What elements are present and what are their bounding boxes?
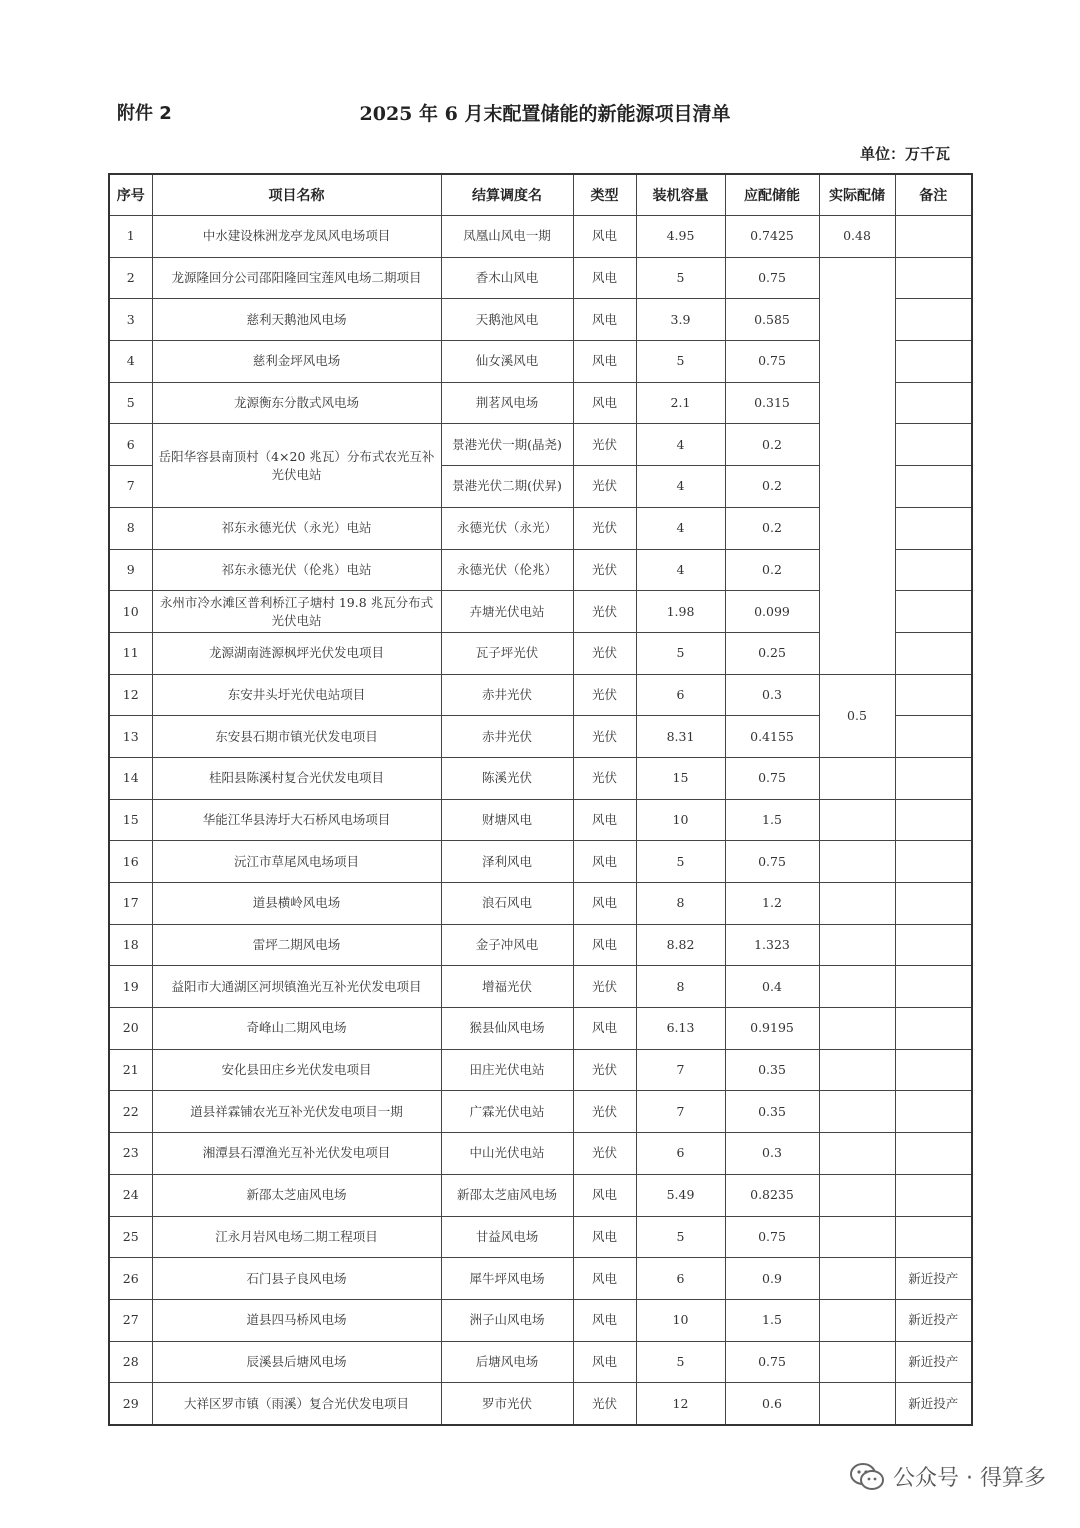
cell-type: 光伏 (573, 591, 636, 633)
cell-type: 光伏 (573, 466, 636, 508)
cell-remark (895, 716, 972, 758)
cell-actual (819, 1216, 895, 1258)
cell-name: 中水建设株洲龙亭龙凤风电场项目 (152, 216, 441, 258)
cell-dispatch: 荆茗风电场 (441, 382, 573, 424)
cell-name: 慈利天鹅池风电场 (152, 299, 441, 341)
cell-capacity: 6 (636, 1258, 725, 1300)
cell-dispatch: 增福光伏 (441, 966, 573, 1008)
cell-dispatch: 浪石风电 (441, 883, 573, 925)
cell-remark (895, 1216, 972, 1258)
table-row (109, 1383, 972, 1425)
cell-actual-merged: 0.5 (819, 674, 895, 757)
cell-type: 光伏 (573, 757, 636, 799)
cell-no: 4 (109, 341, 152, 383)
cell-remark (895, 424, 972, 466)
cell-type: 光伏 (573, 1049, 636, 1091)
cell-dispatch: 财塘风电 (441, 799, 573, 841)
cell-name: 湘潭县石潭渔光互补光伏发电项目 (152, 1133, 441, 1175)
cell-dispatch: 金子冲风电 (441, 924, 573, 966)
cell-capacity: 8.82 (636, 924, 725, 966)
cell-capacity: 7 (636, 1049, 725, 1091)
cell-dispatch: 猴县仙风电场 (441, 1008, 573, 1050)
cell-no: 22 (109, 1091, 152, 1133)
table-row (109, 1341, 972, 1383)
cell-required: 0.8235 (725, 1174, 819, 1216)
cell-capacity: 5 (636, 341, 725, 383)
cell-capacity: 10 (636, 1299, 725, 1341)
cell-actual (819, 1174, 895, 1216)
col-header-required: 应配储能 (725, 174, 819, 216)
cell-dispatch: 泽利风电 (441, 841, 573, 883)
cell-no: 11 (109, 632, 152, 674)
cell-no: 13 (109, 716, 152, 758)
col-header-dispatch: 结算调度名 (441, 174, 573, 216)
cell-capacity: 4 (636, 466, 725, 508)
cell-required: 0.4155 (725, 716, 819, 758)
cell-type: 光伏 (573, 549, 636, 591)
cell-name: 沅江市草尾风电场项目 (152, 841, 441, 883)
col-header-name: 项目名称 (152, 174, 441, 216)
cell-remark (895, 216, 972, 258)
cell-type: 风电 (573, 883, 636, 925)
cell-dispatch: 罗市光伏 (441, 1383, 573, 1425)
cell-actual: 0.48 (819, 216, 895, 258)
cell-capacity: 6.13 (636, 1008, 725, 1050)
cell-required: 0.75 (725, 257, 819, 299)
cell-required: 0.2 (725, 424, 819, 466)
cell-actual (819, 966, 895, 1008)
cell-name: 奇峰山二期风电场 (152, 1008, 441, 1050)
cell-name: 石门县子良风电场 (152, 1258, 441, 1300)
cell-actual (819, 1049, 895, 1091)
cell-capacity: 8 (636, 966, 725, 1008)
cell-actual (819, 1008, 895, 1050)
cell-dispatch: 瓦子坪光伏 (441, 632, 573, 674)
cell-dispatch: 犀牛坪风电场 (441, 1258, 573, 1300)
cell-name: 安化县田庄乡光伏发电项目 (152, 1049, 441, 1091)
cell-actual (819, 1383, 895, 1425)
cell-name: 岳阳华容县南顶村（4×20 兆瓦）分布式农光互补光伏电站 (152, 424, 441, 507)
cell-name: 龙源衡东分散式风电场 (152, 382, 441, 424)
watermark-text: 公众号 · 得算多 (893, 1466, 1046, 1491)
cell-actual (819, 883, 895, 925)
cell-remark (895, 924, 972, 966)
cell-actual (819, 841, 895, 883)
cell-no: 18 (109, 924, 152, 966)
cell-remark (895, 1174, 972, 1216)
cell-capacity: 5 (636, 841, 725, 883)
cell-remark (895, 674, 972, 716)
cell-name: 道县四马桥风电场 (152, 1299, 441, 1341)
cell-required: 0.2 (725, 466, 819, 508)
cell-type: 光伏 (573, 424, 636, 466)
cell-type: 风电 (573, 924, 636, 966)
cell-type: 风电 (573, 341, 636, 383)
cell-required: 0.2 (725, 549, 819, 591)
cell-type: 风电 (573, 1174, 636, 1216)
cell-remark (895, 1091, 972, 1133)
cell-capacity: 6 (636, 674, 725, 716)
cell-capacity: 4 (636, 424, 725, 466)
cell-name: 祁东永德光伏（伦兆）电站 (152, 549, 441, 591)
cell-required: 0.3 (725, 1133, 819, 1175)
cell-name: 慈利金坪风电场 (152, 341, 441, 383)
cell-no: 14 (109, 757, 152, 799)
cell-name: 江永月岩风电场二期工程项目 (152, 1216, 441, 1258)
cell-name: 龙源隆回分公司邵阳隆回宝莲风电场二期项目 (152, 257, 441, 299)
cell-required: 1.323 (725, 924, 819, 966)
cell-capacity: 2.1 (636, 382, 725, 424)
cell-remark (895, 966, 972, 1008)
table-row (109, 757, 972, 799)
cell-remark (895, 591, 972, 633)
cell-remark (895, 549, 972, 591)
cell-dispatch: 景港光伏一期(晶尧) (441, 424, 573, 466)
watermark (849, 1461, 1046, 1492)
cell-actual (819, 1258, 895, 1300)
cell-required: 0.4 (725, 966, 819, 1008)
cell-capacity: 8.31 (636, 716, 725, 758)
cell-type: 光伏 (573, 1383, 636, 1425)
cell-no: 25 (109, 1216, 152, 1258)
cell-type: 风电 (573, 1216, 636, 1258)
cell-dispatch: 中山光伏电站 (441, 1133, 573, 1175)
page-title: 2025 年 6 月末配置储能的新能源项目清单 (359, 103, 731, 125)
cell-actual (819, 924, 895, 966)
cell-name: 华能江华县涛圩大石桥风电场项目 (152, 799, 441, 841)
cell-dispatch: 洲子山风电场 (441, 1299, 573, 1341)
cell-type: 光伏 (573, 1091, 636, 1133)
cell-actual (819, 1299, 895, 1341)
cell-capacity: 5.49 (636, 1174, 725, 1216)
cell-type: 风电 (573, 841, 636, 883)
cell-required: 0.9195 (725, 1008, 819, 1050)
cell-type: 风电 (573, 799, 636, 841)
cell-remark: 新近投产 (895, 1341, 972, 1383)
cell-no: 16 (109, 841, 152, 883)
cell-required: 0.3 (725, 674, 819, 716)
cell-capacity: 12 (636, 1383, 725, 1425)
cell-name: 道县横岭风电场 (152, 883, 441, 925)
table-row (109, 841, 972, 883)
cell-no: 17 (109, 883, 152, 925)
cell-dispatch: 后塘风电场 (441, 1341, 573, 1383)
cell-remark (895, 757, 972, 799)
cell-no: 1 (109, 216, 152, 258)
cell-dispatch: 赤井光伏 (441, 674, 573, 716)
wechat-icon (849, 1462, 885, 1492)
cell-type: 风电 (573, 299, 636, 341)
cell-capacity: 5 (636, 257, 725, 299)
cell-type: 风电 (573, 1341, 636, 1383)
cell-no: 10 (109, 591, 152, 633)
cell-name: 大祥区罗市镇（雨溪）复合光伏发电项目 (152, 1383, 441, 1425)
cell-name: 新邵太芝庙风电场 (152, 1174, 441, 1216)
table-row (109, 799, 972, 841)
cell-no: 28 (109, 1341, 152, 1383)
cell-required: 0.35 (725, 1091, 819, 1133)
table-row (109, 1299, 972, 1341)
table-row (109, 1049, 972, 1091)
cell-remark: 新近投产 (895, 1383, 972, 1425)
cell-required: 0.75 (725, 1216, 819, 1258)
table-row (109, 257, 972, 299)
table-row (109, 966, 972, 1008)
cell-dispatch: 天鹅池风电 (441, 299, 573, 341)
cell-remark (895, 507, 972, 549)
cell-required: 0.75 (725, 757, 819, 799)
table-header-row (109, 174, 972, 216)
cell-name: 东安县石期市镇光伏发电项目 (152, 716, 441, 758)
cell-dispatch: 香木山风电 (441, 257, 573, 299)
cell-capacity: 5 (636, 1216, 725, 1258)
cell-dispatch: 陈溪光伏 (441, 757, 573, 799)
cell-capacity: 5 (636, 632, 725, 674)
cell-no: 27 (109, 1299, 152, 1341)
cell-remark (895, 257, 972, 299)
cell-no: 9 (109, 549, 152, 591)
table-row (109, 1008, 972, 1050)
cell-required: 0.6 (725, 1383, 819, 1425)
cell-required: 1.5 (725, 1299, 819, 1341)
cell-required: 0.75 (725, 841, 819, 883)
cell-no: 7 (109, 466, 152, 508)
cell-no: 29 (109, 1383, 152, 1425)
col-header-type: 类型 (573, 174, 636, 216)
cell-capacity: 7 (636, 1091, 725, 1133)
cell-actual (819, 1091, 895, 1133)
cell-actual (819, 799, 895, 841)
cell-no: 21 (109, 1049, 152, 1091)
cell-capacity: 3.9 (636, 299, 725, 341)
cell-type: 风电 (573, 1299, 636, 1341)
cell-capacity: 4 (636, 507, 725, 549)
cell-dispatch: 卉塘光伏电站 (441, 591, 573, 633)
cell-dispatch: 永德光伏（伦兆） (441, 549, 573, 591)
cell-no: 8 (109, 507, 152, 549)
cell-required: 0.9 (725, 1258, 819, 1300)
cell-dispatch: 赤井光伏 (441, 716, 573, 758)
cell-type: 光伏 (573, 632, 636, 674)
cell-required: 0.099 (725, 591, 819, 633)
cell-remark (895, 1049, 972, 1091)
cell-required: 0.315 (725, 382, 819, 424)
cell-no: 24 (109, 1174, 152, 1216)
cell-dispatch: 仙女溪风电 (441, 341, 573, 383)
cell-name: 龙源湖南涟源枫坪光伏发电项目 (152, 632, 441, 674)
cell-capacity: 8 (636, 883, 725, 925)
cell-actual (819, 1341, 895, 1383)
cell-type: 风电 (573, 382, 636, 424)
cell-remark (895, 1008, 972, 1050)
cell-no: 15 (109, 799, 152, 841)
cell-required: 0.2 (725, 507, 819, 549)
cell-no: 12 (109, 674, 152, 716)
cell-name: 桂阳县陈溪村复合光伏发电项目 (152, 757, 441, 799)
cell-remark (895, 799, 972, 841)
cell-no: 23 (109, 1133, 152, 1175)
table-row (109, 1133, 972, 1175)
unit-label: 单位：万千瓦 (859, 145, 950, 163)
cell-type: 风电 (573, 257, 636, 299)
cell-type: 光伏 (573, 966, 636, 1008)
cell-required: 1.2 (725, 883, 819, 925)
cell-type: 光伏 (573, 674, 636, 716)
cell-capacity: 4 (636, 549, 725, 591)
cell-remark: 新近投产 (895, 1258, 972, 1300)
cell-capacity: 10 (636, 799, 725, 841)
cell-type: 光伏 (573, 716, 636, 758)
col-header-actual: 实际配储 (819, 174, 895, 216)
cell-name: 雷坪二期风电场 (152, 924, 441, 966)
cell-remark (895, 841, 972, 883)
col-header-capacity: 装机容量 (636, 174, 725, 216)
cell-dispatch: 田庄光伏电站 (441, 1049, 573, 1091)
cell-required: 0.585 (725, 299, 819, 341)
cell-dispatch: 景港光伏二期(伏昇) (441, 466, 573, 508)
cell-remark (895, 883, 972, 925)
cell-required: 0.7425 (725, 216, 819, 258)
cell-name: 祁东永德光伏（永光）电站 (152, 507, 441, 549)
cell-remark (895, 382, 972, 424)
cell-name: 道县祥霖铺农光互补光伏发电项目一期 (152, 1091, 441, 1133)
col-header-remark: 备注 (895, 174, 972, 216)
cell-dispatch: 凤凰山风电一期 (441, 216, 573, 258)
cell-remark (895, 1133, 972, 1175)
cell-name: 益阳市大通湖区河坝镇渔光互补光伏发电项目 (152, 966, 441, 1008)
cell-dispatch: 新邵太芝庙风电场 (441, 1174, 573, 1216)
cell-remark (895, 341, 972, 383)
cell-no: 2 (109, 257, 152, 299)
attachment-label: 附件 2 (117, 103, 172, 124)
cell-remark (895, 632, 972, 674)
cell-required: 0.75 (725, 1341, 819, 1383)
cell-type: 光伏 (573, 507, 636, 549)
cell-required: 0.35 (725, 1049, 819, 1091)
cell-type: 风电 (573, 1008, 636, 1050)
cell-required: 0.75 (725, 341, 819, 383)
cell-dispatch: 广霖光伏电站 (441, 1091, 573, 1133)
col-header-no: 序号 (109, 174, 152, 216)
table-row (109, 883, 972, 925)
cell-remark (895, 299, 972, 341)
cell-no: 26 (109, 1258, 152, 1300)
project-table (108, 173, 973, 1426)
table-row (109, 674, 972, 716)
cell-remark (895, 466, 972, 508)
cell-name: 东安井头圩光伏电站项目 (152, 674, 441, 716)
cell-type: 风电 (573, 216, 636, 258)
table-row (109, 924, 972, 966)
cell-name: 永州市冷水滩区普利桥江子塘村 19.8 兆瓦分布式光伏电站 (152, 591, 441, 633)
cell-name: 辰溪县后塘风电场 (152, 1341, 441, 1383)
table-row (109, 216, 972, 258)
cell-actual-merged (819, 257, 895, 674)
cell-no: 3 (109, 299, 152, 341)
cell-type: 光伏 (573, 1133, 636, 1175)
table-row (109, 1091, 972, 1133)
cell-no: 6 (109, 424, 152, 466)
cell-capacity: 6 (636, 1133, 725, 1175)
cell-dispatch: 甘益风电场 (441, 1216, 573, 1258)
cell-required: 0.25 (725, 632, 819, 674)
cell-no: 20 (109, 1008, 152, 1050)
cell-capacity: 1.98 (636, 591, 725, 633)
table-row (109, 1258, 972, 1300)
cell-actual (819, 1133, 895, 1175)
cell-capacity: 15 (636, 757, 725, 799)
cell-remark: 新近投产 (895, 1299, 972, 1341)
cell-no: 5 (109, 382, 152, 424)
table-row (109, 1174, 972, 1216)
cell-dispatch: 永德光伏（永光） (441, 507, 573, 549)
cell-required: 1.5 (725, 799, 819, 841)
cell-capacity: 5 (636, 1341, 725, 1383)
cell-no: 19 (109, 966, 152, 1008)
cell-actual (819, 757, 895, 799)
cell-capacity: 4.95 (636, 216, 725, 258)
table-row (109, 1216, 972, 1258)
cell-type: 风电 (573, 1258, 636, 1300)
